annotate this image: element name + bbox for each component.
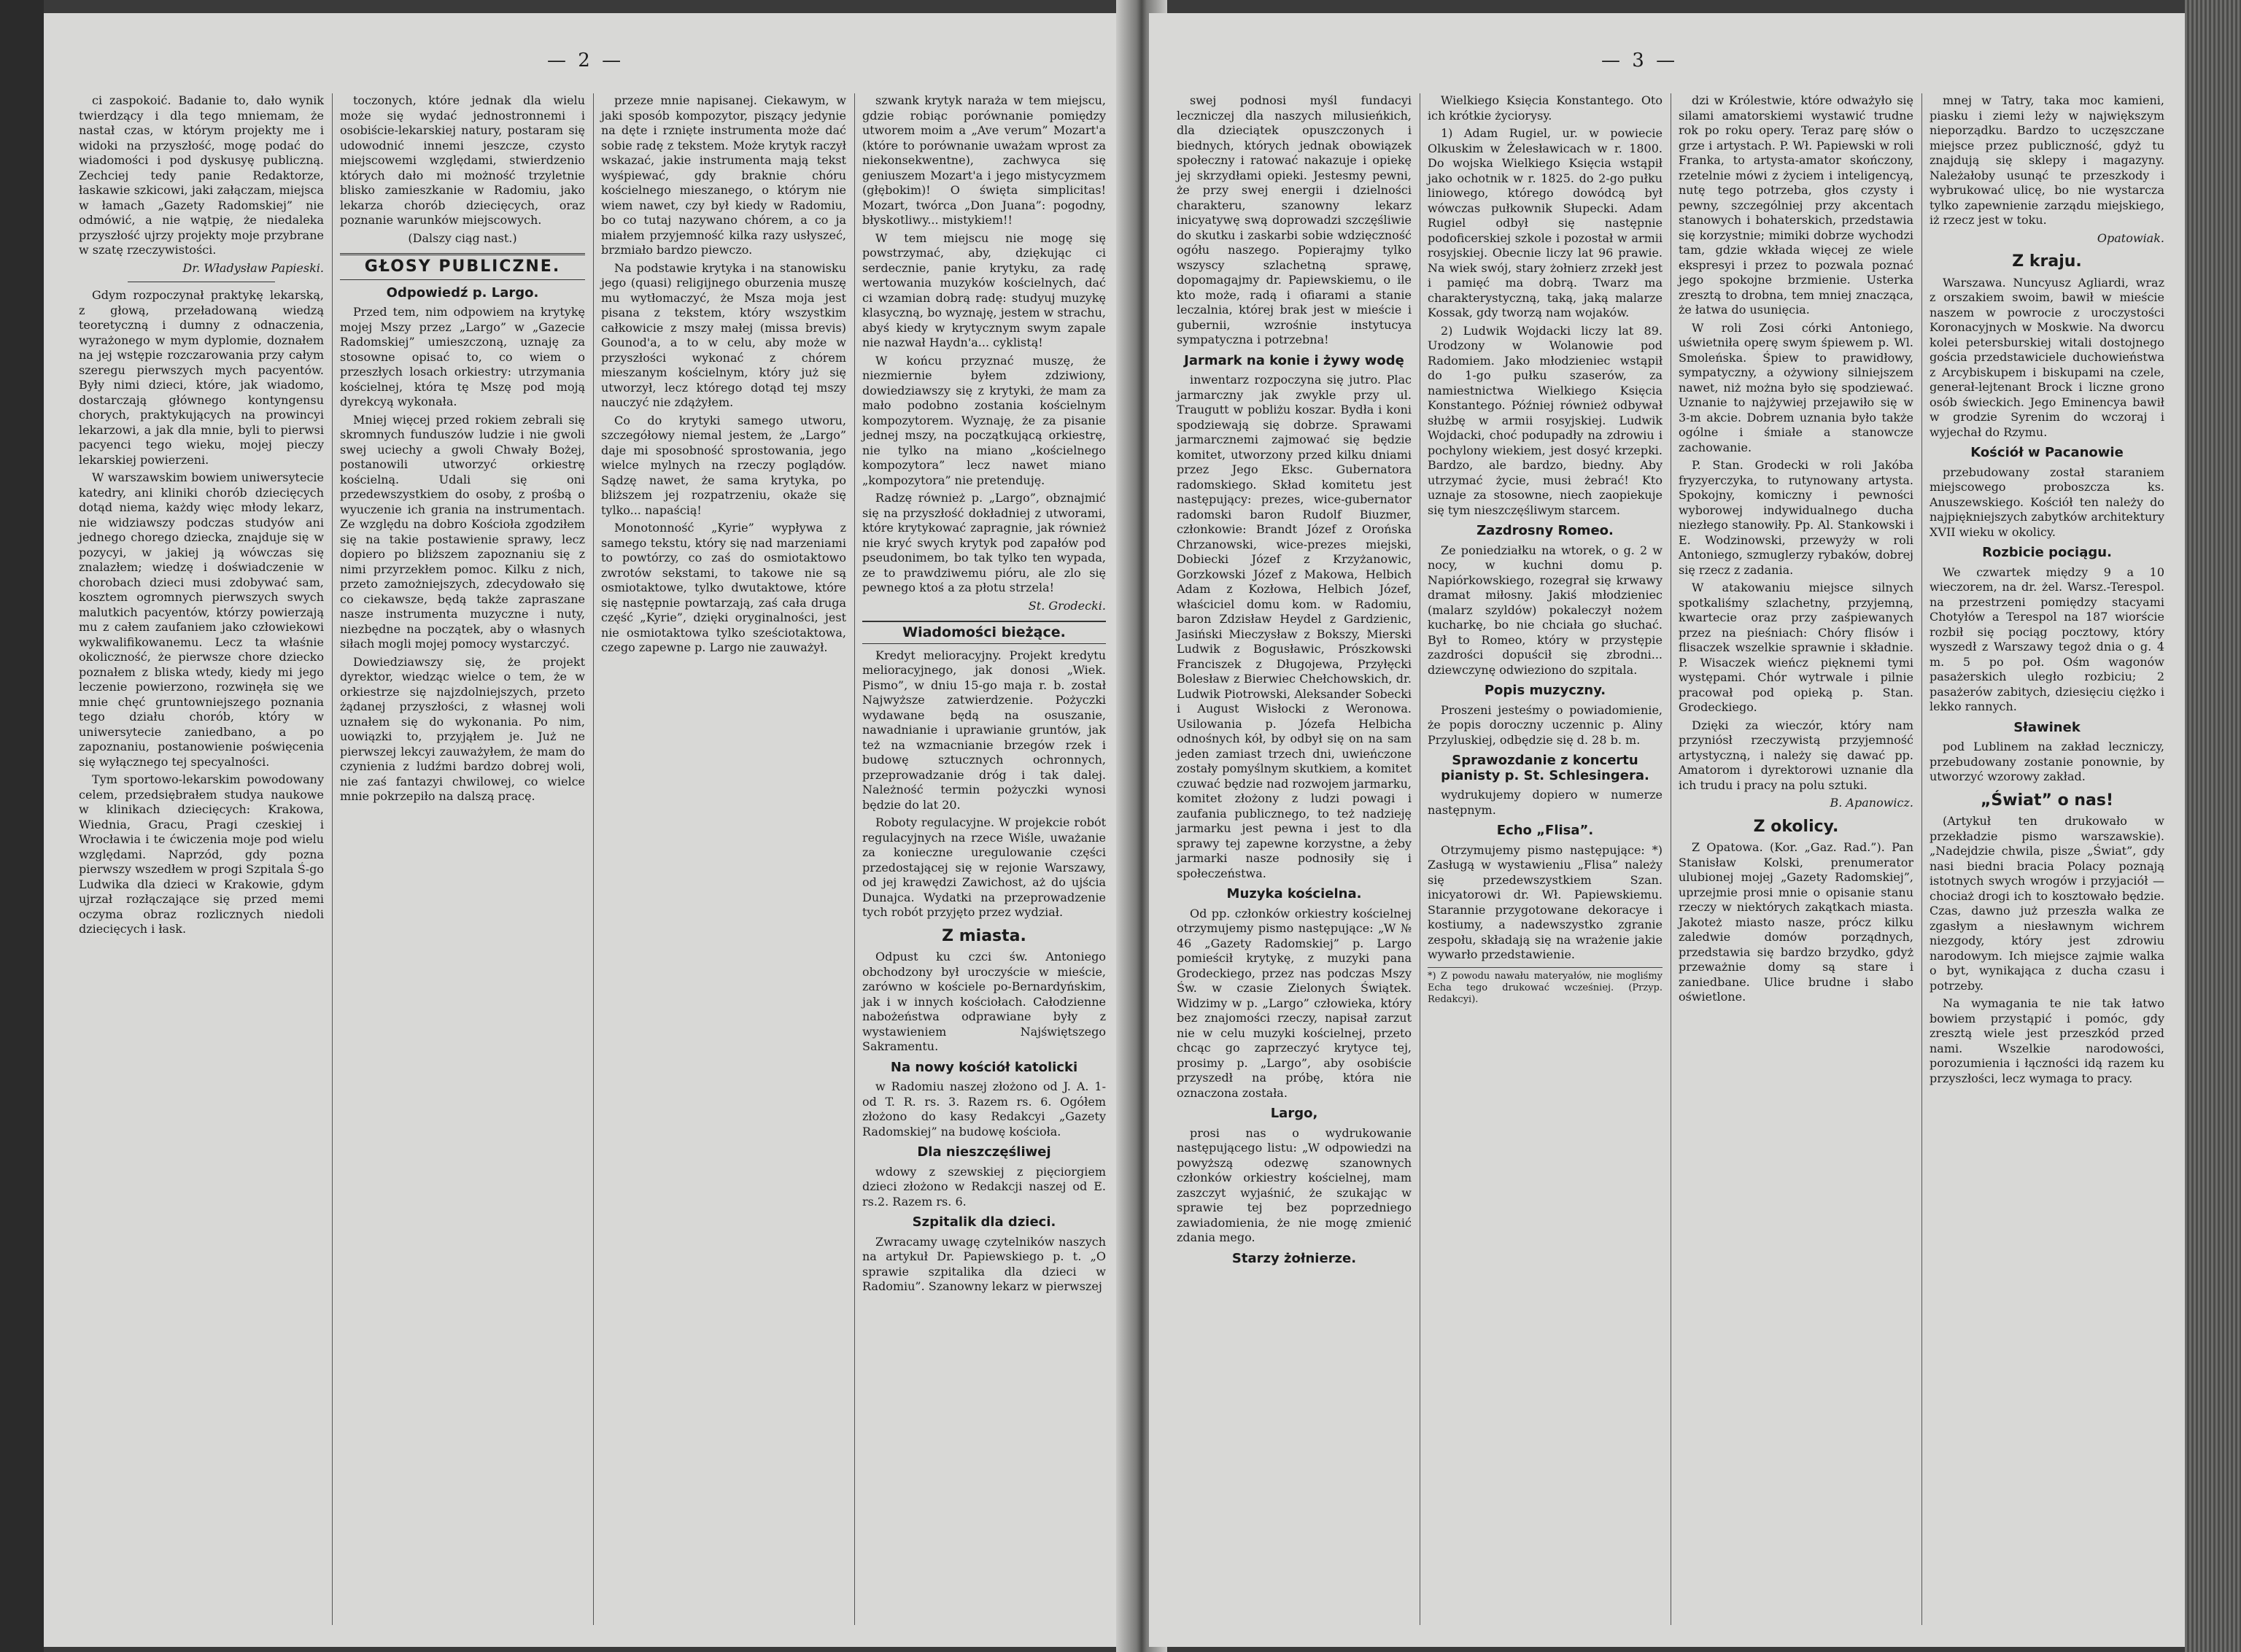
paragraph: Mniej więcej przed rokiem zebrali się skromnych funduszów ludzie i nie gwoli swej uciechy a gwoli Chwały Bożej, postanowili utworzyć orkiestrę kościelną. Udali się oni przedewszystkiem do osoby, z prośbą o wyuczenie ich grania na instrumentach. Ze względu na dobro Kościoła zgodziłem się na takie postawienie sprawy, lecz dopiero po bliższem zapoznaniu się z nimi przyrzekłem pomoc. Kilku z nich, przeto zamożniejszych, zdecydowało się co ciekawsze, będą także zapraszane nasze instrumenta muzyczne i nuty, niezbędne na początek, aby o własnych siłach mogli mojej pomocy wystarczyć. bbox=[340, 412, 585, 651]
paragraph: Dowiedziawszy się, że projekt dyrektor, wiedząc wielce o tem, że w orkiestrze się najzdolniejszych, przeto żądanej przyszłości, z własnej woli uznałem się do wykonania. Po nim, uowiązki to, przyjąłem je. Już ne pierwszej lekcyi zauważyłem, że mam do czynienia z ludźmi bardzo dobrej woli, nie zaś fantazyi chwilowej, co wielce mnie pokrzepiło na dalszą pracę. bbox=[340, 654, 585, 803]
paragraph: Zwracamy uwagę czytelników naszych na artykuł Dr. Papiewskiego p. t. „O sprawie szpitalika dla dzieci w Radomiu”. Szanowny lekarz w pierwszej bbox=[862, 1234, 1106, 1293]
paragraph: Z Opatowa. (Kor. „Gaz. Rad.”). Pan Stanisław Kolski, prenumerator ulubionej mojej „Gazety Radomskiej”, uprzejmie prosi mnie o opisanie stanu rzeczy w niektórych zakątkach miasta. Jakoteż miasto nasze, prócz kilku zaledwie domów porządnych, przedstawia się bardzo brzydko, gdyż przeważnie domy są stare i zaniedbane. Ulice brudne i słabo oświetlone. bbox=[1679, 840, 1913, 1004]
subheading: Dla nieszczęśliwej bbox=[917, 1144, 1051, 1160]
paragraph: Gdym rozpoczynał praktykę lekarską, z głową, przeładowaną wiedzą teoretyczną i dumny z odnaczenia, wyrażonego w mym dyplomie, doznałem na jej wstępie rozczarowania przy całym szeregu pierwszych mych pacyentów. Były nimi dzieci, które, jak wiadomo, dostarczają głównego kontyngensu chorych, praktykujących na prowincyi lekarzowi, a jak dla mnie, byli to pierwsi pacyenci tego wieku, mojej pieczy lekarskiej powierzeni. bbox=[79, 288, 324, 467]
right-column-1 bbox=[1171, 93, 1417, 1625]
paragraph: Ze poniedziałku na wtorek, o g. 2 w nocy, w kuchni domu p. Napiórkowskiego, rozegrał się krwawy dramat miłosny. Jakiś młodzieniec (malarz szyldów) pokaleczył nożem kucharkę, bo nie chciała go słuchać. Był to Romeo, który w przystępie zazdrości dopuścił się zbrodni... dziewczynę odwieziono do szpitala. bbox=[1428, 543, 1663, 677]
paragraph: Wielkiego Księcia Konstantego. Oto ich krótkie życiorysy. bbox=[1428, 93, 1663, 123]
column-rule bbox=[593, 93, 594, 1625]
paragraph: Przed tem, nim odpowiem na krytykę mojej Mszy przez „Largo” w „Gazecie Radomskiej” umieszczoną, uznaję za stosowne opisać to, co wiem o przeszłych losach orkiestry: utrzymania kościelnej, która tę Mszę pod moją dyrekcyą wykonała. bbox=[340, 305, 585, 408]
paragraph: 1) Adam Rugiel, ur. w powiecie Olkuskim w Żelesławicach w r. 1800. Do wojska Wielkiego Księcia wstąpił jako ochotnik w r. 1825. do 2-go pułku liniowego, którego dowódcą był wówczas pułkownik Słupecki. Adam Rugiel odbył się następnie podoficerskiej szkole i pozostał w armii rosyjskiej. Obecnie liczy lat 96 prawie. Na wiek swój, stary żołnierz zrzekł jest i pamięć ma dobrą. Twarz ma charakterystyczną, taką, jaką malarze Kossak, gdy tworzą nam wojaków. bbox=[1428, 126, 1663, 319]
subheading: Zazdrosny Romeo. bbox=[1476, 523, 1614, 538]
section-heading: „Świat” o nas! bbox=[1980, 791, 2114, 810]
paragraph: w Radomiu naszej złożono od J. A. 1-od T. R. rs. 3. Razem rs. 6. Ogółem złożono do kasy Redakcyi „Gazety Radomskiej” na budowę kościoła. bbox=[862, 1079, 1106, 1139]
page-number: — 3 — bbox=[1601, 50, 1679, 71]
paragraph: Co do krytyki samego utworu, szczegółowy niemal jestem, że „Largo” daje mi sposobność sprostowania, jego wielce mylnych na rzeczy poglądów. Sądzę nawet, że sama krytyka, po bliższem jej rozpatrzeniu, okaże się tylko... napaścią! bbox=[601, 413, 846, 517]
page-stack-edge bbox=[2185, 0, 2241, 1652]
paragraph: W warszawskim bowiem uniwersytecie katedry, ani kliniki chorób dziecięcych dotąd niema, każdy więc młody lekarz, nie widziawszy podczas studyów ani jednego chorego dziecka, znajduje się w pozycyi, w jakiej ją wówczas się znalazłem; wiedzę i doświadczenie w chorobach dzieci musi zdobywać sam, kosztem ogromnych pierwszych swych malutkich pacyentów, którzy powierzają mu z całem zaufaniem jako człowiekowi wykwalifikowanemu. Lecz ta właśnie okoliczność, że pierwsze chore dziecko poznałem z bliska wtedy, kiedy mi jego leczenie powierzono, rozwinęła się we mnie chęć gruntowniejszego poznania tego działu chorób, który w uniwersytecie zaniedbano, a po zapoznaniu, postanowienie poświęcenia się wyłącznego tej specyalności. bbox=[79, 470, 324, 769]
section-heading: Z miasta. bbox=[942, 926, 1026, 945]
left-column-2 bbox=[334, 93, 591, 1625]
paragraph: W roli Zosi córki Antoniego, uświetniła operę swym śpiewem p. Wl. Smoleńska. Śpiew to prawidłowy, sympatyczny, a ożywiony silniejszem nawet, niż można było się spodziewać. Uznanie to najżywiej przejawiło się w 3-m akcie. Dobrem uznania było także ogólne i śmiałe a stanowcze zachowanie. bbox=[1679, 320, 1913, 454]
subheading: Sławinek bbox=[2013, 719, 2081, 735]
subheading: Largo, bbox=[1270, 1106, 1318, 1121]
paragraph: W końcu przyznać muszę, że niezmiernie byłem zdziwiony, dowiedziawszy się z krytyki, że mam za mało podobno zostania kościelnym kompozytorem. Wyznaję, że za pisanie jednej mszy, na początkującą orkiestrę, nie tylko na miano „kościelnego kompozytora” lecz nawet miano „kompozytora” nie pretenduję. bbox=[862, 353, 1106, 487]
column-rule bbox=[854, 93, 855, 1625]
paragraph: Odpust ku czci św. Antoniego obchodzony był uroczyście w mieście, zarówno w kościele po-Bernardyńskim, jak i w innych kościołach. Całodzienne nabożeństwa odprawiane były z wystawieniem Najświętszego Sakramentu. bbox=[862, 950, 1106, 1053]
section-heading: Z kraju. bbox=[2012, 252, 2082, 271]
paragraph: Na podstawie krytyka i na stanowisku jego (quasi) religijnego oburzenia muszę mu wytłomaczyć, że Msza moja jest pisana z tekstem, który wszystkim całkowicie z mszy małej (missa brevis) Gounod'a, a to w celu, aby może w przyszłości wykonać z chórem mieszanym kościelnym, który już się utworzył, lecz którego dotąd tej mszy nauczyć nie zdążyłem. bbox=[601, 260, 846, 409]
subheading: Echo „Flisa”. bbox=[1496, 823, 1594, 838]
left-column-3 bbox=[595, 93, 852, 1625]
paragraph: Kredyt melioracyjny. Projekt kredytu melioracyjnego, jak donosi „Wiek. Pismo”, w dniu 15-go maja r. b. został Najwyższe zatwierdzenie. Pożyczki wydawane będą na osuszanie, nawadnianie i uprawianie gruntów, jak też na wzmacnianie brzegów rzek i budowę sztucznych ochronnych, przeprowadzanie dróg i tak dalej. Należność termin pożyczki wynosi będzie do lat 20. bbox=[862, 648, 1106, 812]
subheading: Muzyka kościelna. bbox=[1226, 886, 1362, 901]
paragraph: W tem miejscu nie mogę się powstrzymać, aby, dziękując ci serdecznie, panie krytyku, za radę wertowania muzyków kościelnych, dać ci wzamian dobrą radę: studyuj muzykę klasyczną, bo wyznaję, jestem w strachu, abyś kiedy w krytycznym swym zapale nie nazwał Haydn'a... cyklistą! bbox=[862, 230, 1106, 349]
paragraph: Radzę również p. „Largo”, obznajmić się na przyszłość dokładniej z utworami, które krytykować zapragnie, jak również nie kryć swych krytyk pod zapałów pod pseudonimem, bo tak tylko ten wypada, ze to prawdziwemu pióru, ale zlo się pewnego ktoś a za płotu strzela! bbox=[862, 491, 1106, 594]
right-column-4 bbox=[1924, 93, 2170, 1625]
left-column-4 bbox=[856, 93, 1112, 1625]
paragraph: dzi w Królestwie, które odważyło się silami amatorskiemi wystawić trudne rok po roku opery. Teraz parę słów o grze i artystach. P. Wł. Papiewski w roli Franka, to artysta-amator skończony, rzetelnie mówi z życiem i inteligencyą, nutę tego potrzeba, głos czysty i pewny, szczególniej przy akcentach stanowych i bohaterskich, przedstawia się korzystnie; mimiki dobrze wychodzi tam, gdzie wkłada więcej ze wiele ekspresyi i przez to pozwala poznać jego spokojne brzmienie. Usterka zresztą to drobna, tem mniej znacząca, że łatwa do usunięcia. bbox=[1679, 93, 1913, 317]
paragraph: mnej w Tatry, taka moc kamieni, piasku i ziemi leży w największym nieporządku. Bardzo to uczęszczane miejsce przez publiczność, gdyż tu znajdują się sklepy i magazyny. Należałoby usunąć te przeszkody i wybrukować ulicę, bo nie wystarcza tylko zapewnienie zarządu miejskiego, iż rzecz jest w toku. bbox=[1930, 93, 2164, 227]
subheading: Sprawozdanie z koncertu pianisty p. St. Schlesingera. bbox=[1441, 753, 1649, 783]
signature: B. Apanowicz. bbox=[1830, 796, 1913, 810]
paragraph: Roboty regulacyjne. W projekcie robót regulacyjnych na rzece Wiśle, uważanie za konieczne uregulowanie części przedostającej się w rejonie Warszawy, od jej krawędzi Zawichost, aż do ujścia Dunajca. Wydatki na przeprowadzenie tych robót przyjęto przez wydział. bbox=[862, 815, 1106, 919]
paragraph: Warszawa. Nuncyusz Agliardi, wraz z orszakiem swoim, bawił w mieście naszem w powrocie z uroczystości Koronacyjnych w Moskwie. Na dworcu kolei petersburskiej witali dostojnego gościa przedstawiciele duchowieństwa z Arcybiskupem i biskupami na czele, generał-lejtenant Brock i liczne grono osób świeckich. Jego Eminencya bawił w grodzie Syrenim do wczoraj i wyjechał do Rzymu. bbox=[1930, 275, 2164, 439]
paragraph: szwank krytyk naraża w tem miejscu, gdzie robiąc porównanie pomiędzy utworem moim a „Ave verum” Mozart'a (które to porównanie uważam wprost za niekonsekwentne), zachwyca się geniuszem Mozart'a i jego mistycyzmem (głębokim)! O święta simplicitas! Mozart, twórca „Don Juana”: pogodny, błyskotliwy... mistykiem!! bbox=[862, 93, 1106, 227]
paragraph: Tym sportowo-lekarskim powodowany celem, przedsiębrałem studya naukowe w klinikach dziecięcych: Krakowa, Wiednia, Gracu, Pragi czeskiej i Wrocławia i te ćwiczenia moje pod wielu względami. Naprzód, gdy pozna pierwszy wszedłem w progi Szpitala Ś-go Ludwika dla dzieci w Krakowie, gdym ujrzał rozłączające się przed memi oczyma obraz rozlicznych niedoli dziecięcych i łask. bbox=[79, 772, 324, 936]
signature: Opatowiak. bbox=[2097, 230, 2164, 245]
continued-note: (Dalszy ciąg nast.) bbox=[408, 230, 517, 245]
footnote: *) Z powodu nawału materyałów, nie mogliśmy Echa tego drukować wcześniej. (Przyp. Redakcyi). bbox=[1428, 967, 1663, 1006]
paragraph: 2) Ludwik Wojdacki liczy lat 89. Urodzony w Wolanowie pod Radomiem. Jako młodzieniec wstąpił do 1-go pułku szaserów, za namiestnictwa Wielkiego Księcia Konstantego. Później również odbywał służbę w armii rosyjskiej. Ludwik Wojdacki, choć podupadły na zdrowiu i pochylony wiekiem, jest dosyć krzepki. Bardzo, ale bardzo, biedny. Aby utrzymać życie, musi żebrać! Kto uznaje za stosowne, niech zaopiekuje się tym nieszczęśliwym starcem. bbox=[1428, 323, 1663, 517]
paragraph: toczonych, które jednak dla wielu może się wydać jednostronnemi i osobiście-lekarskiej natury, postaram się udowodnić innemi jeszcze, czysto miejscowemi względami, stwierdzenio których dało mi możność trzyletnie blisko zamieszkanie w Radomiu, jako lekarza chorób dziecięcych, oraz poznanie warunków miejscowych. bbox=[340, 93, 585, 227]
scanner-edge-left bbox=[0, 0, 44, 1652]
subheading: Kościół w Pacanowie bbox=[1970, 445, 2124, 460]
subheading: Jarmark na konie i żywy wodę bbox=[1184, 352, 1404, 368]
paragraph: Monotonność „Kyrie” wypływa z samego tekstu, który się nad marzeniami to powtórzy, co zaś do osmiotaktowo zwrotów sekstami, to takowe nie są osmiotaktowe, tylko dwutaktowe, które się następnie powtarzają, zaś cała druga część „Kyrie”, dzięki oryginalności, jest nie osmiotaktowa tylko sześciotaktowa, czego zapewne p. Largo nie zauważył. bbox=[601, 521, 846, 654]
paragraph: inwentarz rozpoczyna się jutro. Plac jarmarczny jak zwykle przy ul. Traugutt w pobliżu koszar. Bydła i koni spodziewają się dobrze. Sprawami jarmarcznemi zajmować się będzie komitet, utworzony przed kilku dniami przez Jego Eksc. Gubernatora radomskiego. Skład komitetu jest następujący: prezes, wice-gubernator radomski baron Rudolf Biuzmer, członkowie: Brandt Józef z Orońska Chrzanowski, wice-prezes miejski, Dobiecki Józef z Krzyżanowic, Gorzkowski Józef z Makowa, Helbich Adam z Kozłowa, Helbich Józef, właściciel domu kom. w Radomiu, baron Zdzisław Heydel z Gardzienic, Jasiński Mieczysław z Bokszy, Mierski Ludwik z Bogusławic, Prószkowski Franciszek z Długojewa, Przyłęcki Bolesław z Bierwiec Chełchowskich, dr. Ludwik Piotrowski, Aleksander Sobecki i August Wisłocki z Weronowa. Usilowania p. Józefa Helbicha odnośnych kół, by odbył się on na sam jeden zamiast trzech dni, uwieńczone zostały pomyślnym skutkiem, a komitet czuwać będzie nad rozwojem jarmarku, komitet złożony z ludzi powagi i zaufania publicznego, to też nadzieję jarmarku jest pewna i jest to dla sprawy tej zapewne korzystne, a żeby jarmarki nasze podnosiły się i społeczeństwa. bbox=[1177, 373, 1412, 880]
paragraph: wdowy z szewskiej z pięciorgiem dzieci złożono w Redakcji naszej od E. rs.2. Razem rs. 6. bbox=[862, 1164, 1106, 1209]
right-column-3 bbox=[1673, 93, 1919, 1625]
paragraph: prosi nas o wydrukowanie następującego listu: „W odpowiedzi na powyższą odezwę szanownych członków orkiestry kościelnej, mam zaszczyt wyjaśnić, że szukając w sprawie tej bez poprzedniego zawiadomienia, że nie mogę zmienić zdania mego. bbox=[1177, 1125, 1412, 1244]
section-heading: GŁOSY PUBLICZNE. bbox=[340, 253, 585, 280]
subheading: Popis muzyczny. bbox=[1484, 683, 1606, 698]
right-page bbox=[1149, 13, 2185, 1647]
paragraph: wydrukujemy dopiero w numerze następnym. bbox=[1428, 788, 1663, 817]
subheading: Szpitalik dla dzieci. bbox=[912, 1214, 1056, 1230]
paragraph: przeze mnie napisanej. Ciekawym, w jaki sposób kompozytor, piszący jedynie na dęte i rznięte instrumenta może dać sobie radę z tekstem. Może krytyk raczył wskazać, jakie instrumenta mają tekst wyśpiewać, gdy braknie chóru kościelnego mieszanego, o którym nie wiem nawet, czy był kiedy w Radomiu, bo co tutaj nazywano chórem, a co ja miałem przyjemność kilka razy usłyszeć, brzmiało bardzo piewczo. bbox=[601, 93, 846, 257]
subheading: Starzy żołnierze. bbox=[1231, 1250, 1357, 1266]
paragraph: Dzięki za wieczór, który nam przyniósł rzeczywistą przyjemność artystyczną, i należy się dawać pp. Amatorom i dyrektorowi uznanie dla ich trudu i pracy na polu sztuki. bbox=[1679, 718, 1913, 792]
article-title: Odpowiedź p. Largo. bbox=[386, 284, 539, 300]
paragraph: Na wymagania te nie tak łatwo bowiem przystąpić i pomóc, gdy zresztą wiele jest przeszkód przed nami. Wszelkie narodowości, porozumienia i łączności idą razem ku przyszłości, lecz wymaga to pracy. bbox=[1930, 996, 2164, 1085]
paragraph: Proszeni jesteśmy o powiadomienie, że popis doroczny uczennic p. Aliny Przyluskiej, odbędzie się d. 28 b. m. bbox=[1428, 702, 1663, 747]
column-rule bbox=[332, 93, 333, 1625]
paragraph: Od pp. członków orkiestry kościelnej otrzymujemy pismo następujące: „W № 46 „Gazety Radomskiej” p. Largo pomieścił krytykę, z muzyki pana Grodeckiego, przez nas podczas Mszy Św. w czasie Zielonych Świątek. Widzimy w p. „Largo” człowieka, który bez znajomości rzeczy, napisał zarzut nie w celu muzyki kościelnej, przeto chcąc go zaprzeczyć krytyce tej, prosimy p. „Largo”, aby osobiście przyszedł na próbę, która nie oznaczona została. bbox=[1177, 906, 1412, 1100]
paragraph: przebudowany został staraniem miejscowego proboszcza ks. Anuszewskiego. Kościół ten należy do najpiękniejszych zabytków architektury XVII wieku w okolicy. bbox=[1930, 465, 2164, 539]
left-page bbox=[44, 13, 1138, 1647]
news-heading: Wiadomości bieżące. bbox=[862, 621, 1106, 644]
paragraph: swej podnosi myśl fundacyi leczniczej dla naszych milusieńkich, dla dzieciątek opuszczonych i biednych, których jednak obowiązek społeczny i ratować nakazuje i opiekę jej skrzydłami opieki. Jestesmy pewni, że przy swej energii i dzielności charakteru, szanowny lekarz inicyatywę swą doprowadzi szczęśliwie do skutku i zaskarbi sobie wdzięczność ogółu naszego. Popierajmy tylko wszyscy szlachetną sprawę, dopomagajmy dr. Papiewskiemu, o ile kto może, radą i ofiarami a stanie leczalnia, której brak jest w mieście i gubernii, wzrośnie instytucya sympatyczna i potrzebna! bbox=[1177, 93, 1412, 346]
column-rule bbox=[1921, 93, 1922, 1625]
paragraph: W atakowaniu miejsce silnych spotkaliśmy szlachetny, przyjemną, kwartecie oraz przy zaśpiewanych przez na pieśniach: Chóry flisów i flisaczek wszelkie sprawnie i składnie. P. Wisaczek wieńcz pięknemi tymi występami. Chór wytrwale i pilnie pracował pod opieką p. Stan. Grodeckiego. bbox=[1679, 581, 1913, 714]
subheading: Na nowy kościół katolicki bbox=[890, 1059, 1078, 1075]
section-heading: Z okolicy. bbox=[1753, 817, 1839, 836]
paragraph: pod Lublinem na zakład leczniczy, przebudowany zostanie ponownie, by utworzyć wzorowy zakład. bbox=[1930, 740, 2164, 783]
right-column-2 bbox=[1422, 93, 1668, 1625]
signature: Dr. Władysław Papieski. bbox=[182, 260, 324, 275]
paragraph: (Artykuł ten drukowało w przekładzie pismo warszawskie). „Nadejdzie chwila, pisze „Świat”, gdy nasi biedni bracia Polacy poznają istotnych swych wrogów i przyjaciół — chociaż drogi ich to kosztowało będzie. Czas, dawno już przeszła walka ze zgasłym a niesławnym wichrem niezgody, który jest zdrowiu narodowym. Ich miejsce zajmie walka o byt, wynikająca z ducha czasu i potrzeby. bbox=[1930, 814, 2164, 993]
paragraph: ci zaspokoić. Badanie to, dało wynik twierdzący i dla tego mniemam, że nastał czas, w którym projekty me i widoki na przyszłość, mogę podać do wiadomości i pod dyskusyę publiczną. Zechciej tedy panie Redaktorze, łaskawie szkicowi, jaki załączam, miejsca w łamach „Gazety Radomskiej” nie odmówić, a nie wątpię, że niedaleka przyszłość ujrzy projekty moje przybrane w szatę rzeczywistości. bbox=[79, 93, 324, 257]
subheading: Rozbicie pociągu. bbox=[1982, 545, 2112, 560]
paragraph: Otrzymujemy pismo następujące: *) Zasługą w wystawieniu „Flisa” należy się przedewszystkiem Szan. inicyatorowi dr. Wł. Papiewskiemu. Starannie przygotowane dekoracye i kostiumy, a nadewszystko zgranie zespołu, składają się na wrażenie jakie wywarło przedstawienie. bbox=[1428, 842, 1663, 961]
left-column-1 bbox=[73, 93, 330, 1625]
paragraph: P. Stan. Grodecki w roli Jakóba fryzyerczyka, to rutynowany artysta. Spokojny, komiczny i pewności wyborowej indywidualnego ducha niezłego stanowiły. Pp. Al. Stankowski i E. Wodzinowski, przewyży w roli Antoniego, szmuglerzy rybaków, dobrej się rzecz z zadania. bbox=[1679, 458, 1913, 577]
signature: St. Grodecki. bbox=[1028, 598, 1106, 613]
paragraph: We czwartek między 9 a 10 wieczorem, na dr. żel. Warsz.-Terespol. na przestrzeni pomiędzy stacyami Chotyłów a Terespol na 187 wiorście rozbił się pociąg pocztowy, który wyszedł z Warszawy tegoż dnia o g. 4 m. 5 po poł. Ośm wagonów pasażerskich uległo rozbiciu; 2 pasażerów zabitych, dziesięciu ciężko i lekko rannych. bbox=[1930, 565, 2164, 713]
page-number: — 2 — bbox=[547, 50, 624, 71]
